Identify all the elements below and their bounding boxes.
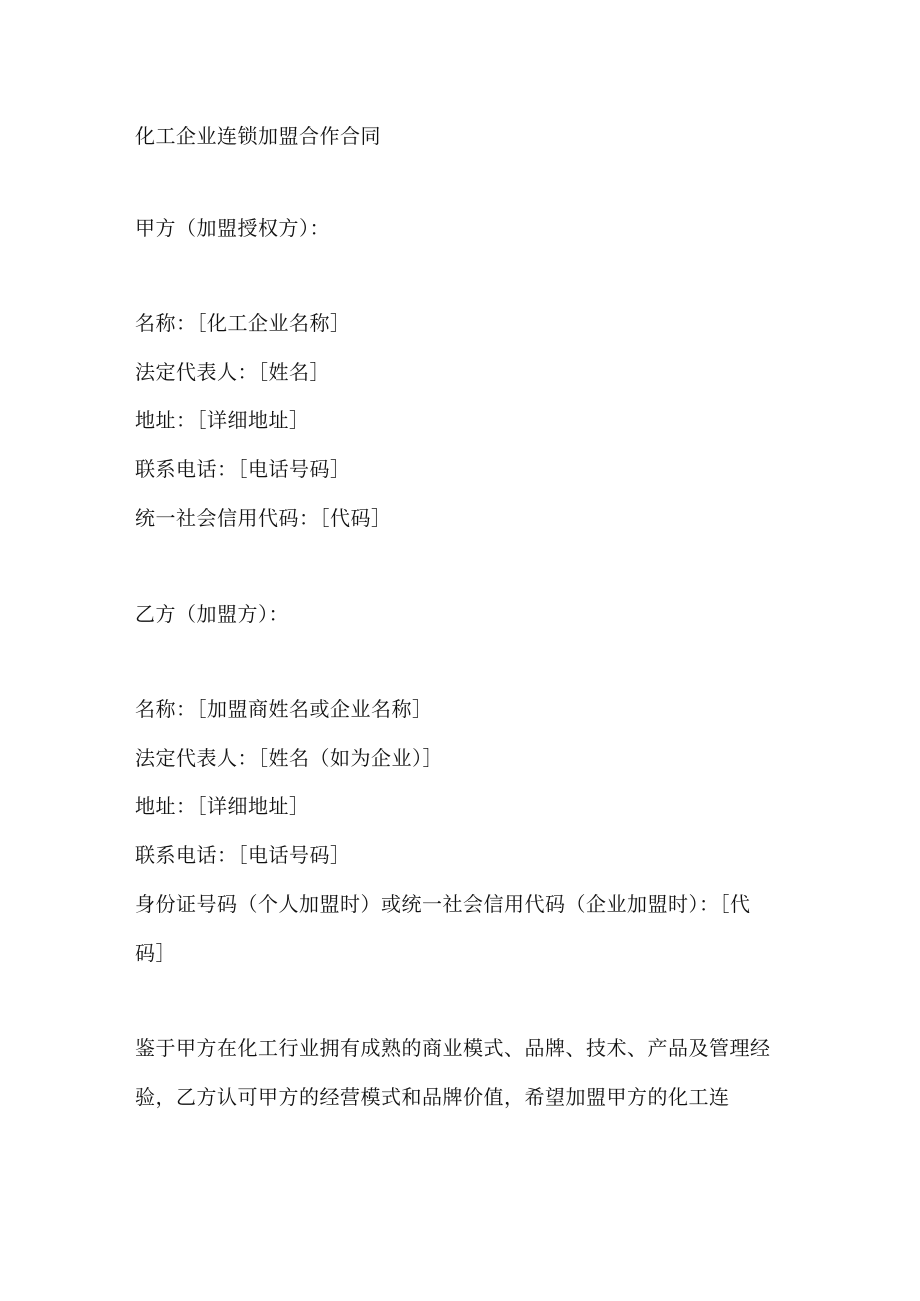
party-b-phone: 联系电话：［电话号码］ — [135, 843, 351, 867]
party-b-legal-rep: 法定代表人：［姓名（如为企业）］ — [135, 746, 443, 770]
contract-title: 化工企业连锁加盟合作合同 — [135, 124, 381, 148]
party-b-heading: 乙方（加盟方）： — [135, 602, 289, 626]
party-b-address: 地址：［详细地址］ — [135, 794, 310, 818]
party-a-phone: 联系电话：［电话号码］ — [135, 457, 351, 481]
party-b-name: 名称：［加盟商姓名或企业名称］ — [135, 697, 433, 721]
party-a-legal-rep: 法定代表人：［姓名］ — [135, 360, 330, 384]
party-b-id-line-2: 码］ — [135, 941, 176, 965]
party-a-address: 地址：［详细地址］ — [135, 408, 310, 432]
party-b-id-line-1: 身份证号码（个人加盟时）或统一社会信用代码（企业加盟时）：［代 — [135, 892, 751, 916]
preamble-line-1: 鉴于甲方在化工行业拥有成熟的商业模式、品牌、技术、产品及管理经 — [135, 1036, 771, 1060]
party-a-credit-code: 统一社会信用代码：［代码］ — [135, 506, 392, 530]
party-a-heading: 甲方（加盟授权方）： — [135, 216, 330, 240]
preamble-line-2: 验，乙方认可甲方的经营模式和品牌价值，希望加盟甲方的化工连 — [135, 1085, 730, 1109]
party-a-name: 名称：［化工企业名称］ — [135, 311, 351, 335]
